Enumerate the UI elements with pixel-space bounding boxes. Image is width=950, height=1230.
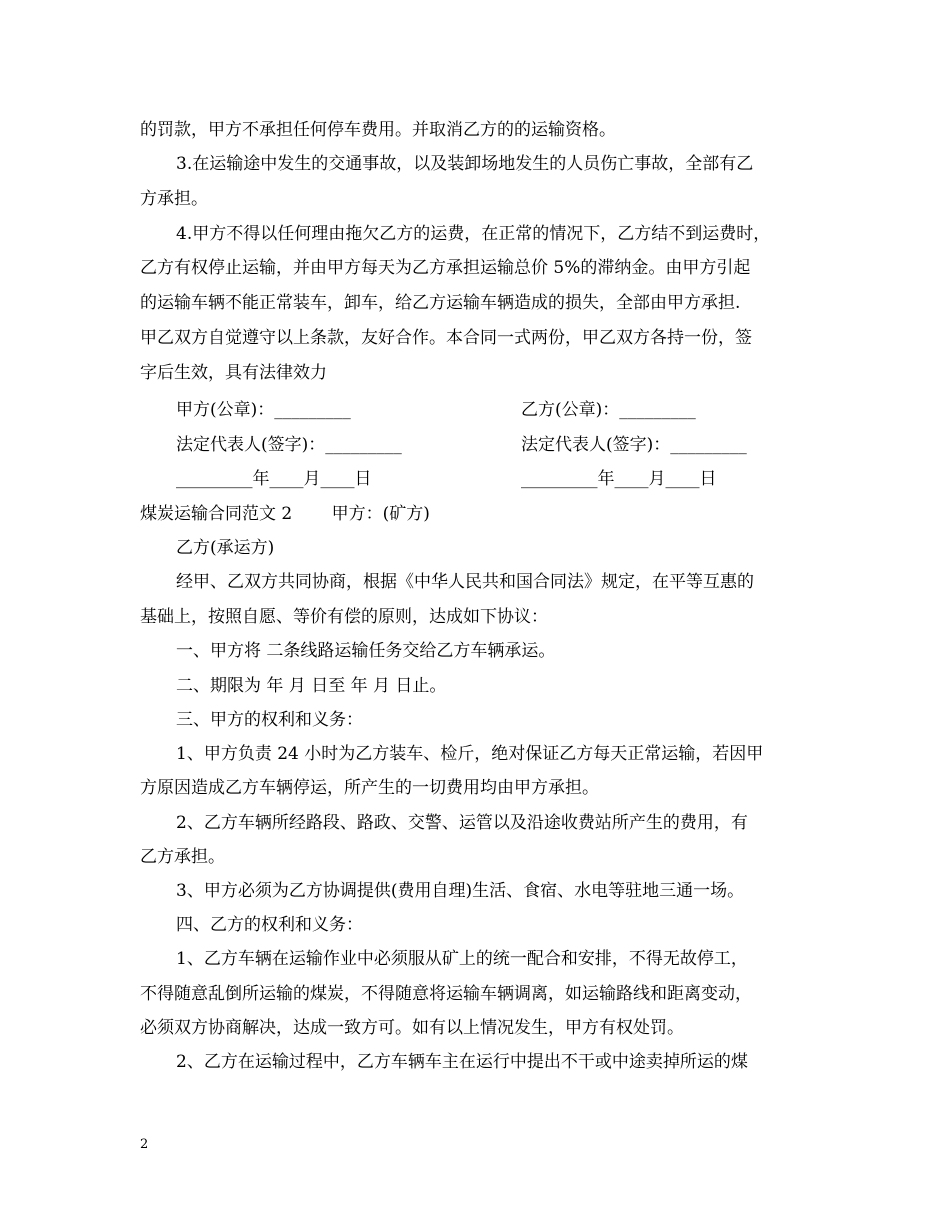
paragraph-line: 的罚款，甲方不承担任何停车费用。并取消乙方的的运输资格。 bbox=[140, 120, 616, 140]
paragraph-line: 乙方有权停止运输，并由甲方每天为乙方承担运输总价 5%的滞纳金。由甲方引起 bbox=[140, 258, 751, 278]
paragraph-line: 乙方承担。 bbox=[140, 847, 225, 867]
page-number: 2 bbox=[140, 1137, 149, 1152]
party-a-seal-field: 甲方(公章)：_________ bbox=[176, 400, 351, 420]
paragraph-line: 字后生效，具有法律效力 bbox=[140, 363, 327, 383]
paragraph-line: 3、甲方必须为乙方协调提供(费用自理)生活、食宿、水电等驻地三通一场。 bbox=[176, 881, 745, 901]
paragraph-line: 经甲、乙双方共同协商，根据《中华人民共和国合同法》规定，在平等互惠的 bbox=[176, 572, 754, 592]
party-b-date-field: _________年____月____日 bbox=[521, 469, 717, 489]
paragraph-line: 的运输车辆不能正常装车，卸车，给乙方运输车辆造成的损失，全部由甲方承担. bbox=[140, 293, 741, 313]
paragraph-line: 1、乙方车辆在运输作业中必须服从矿上的统一配合和安排，不得无故停工， bbox=[176, 949, 748, 969]
paragraph-line: 方原因造成乙方车辆停运，所产生的一切费用均由甲方承担。 bbox=[140, 778, 599, 798]
paragraph-line: 基础上，按照自愿、等价有偿的原则，达成如下协议： bbox=[140, 607, 548, 627]
party-a-date-field: _________年____月____日 bbox=[176, 469, 372, 489]
paragraph-line: 二、期限为 年 月 日至 年 月 日止。 bbox=[176, 676, 447, 696]
paragraph-line: 一、甲方将 二条线路运输任务交给乙方车辆承运。 bbox=[176, 641, 556, 661]
paragraph-line: 4.甲方不得以任何理由拖欠乙方的运费，在正常的情况下，乙方结不到运费时， bbox=[176, 224, 771, 244]
paragraph-line: 2、乙方车辆所经路段、路政、交警、运管以及沿途收费站所产生的费用，有 bbox=[176, 813, 748, 833]
paragraph-line: 不得随意乱倒所运输的煤炭，不得随意将运输车辆调离，如运输路线和距离变动， bbox=[140, 984, 752, 1004]
paragraph-line: 三、甲方的权利和义务： bbox=[176, 710, 363, 730]
paragraph-line: 乙方(承运方) bbox=[176, 538, 275, 558]
paragraph-line: 四、乙方的权利和义务： bbox=[176, 915, 363, 935]
paragraph-line: 1、甲方负责 24 小时为乙方装车、检斤，绝对保证乙方每天正常运输，若因甲 bbox=[176, 744, 764, 764]
paragraph-line: 甲乙双方自觉遵守以上条款，友好合作。本合同一式两份，甲乙双方各持一份，签 bbox=[140, 328, 752, 348]
party-b-representative-field: 法定代表人(签字)：_________ bbox=[521, 435, 747, 455]
paragraph-line: 方承担。 bbox=[140, 189, 208, 209]
section-heading: 煤炭运输合同范文 2 甲方：(矿方) bbox=[140, 504, 430, 524]
party-a-representative-field: 法定代表人(签字)：_________ bbox=[176, 435, 402, 455]
party-b-seal-field: 乙方(公章)：_________ bbox=[521, 400, 696, 420]
paragraph-line: 必须双方协商解决，达成一致方可。如有以上情况发生，甲方有权处罚。 bbox=[140, 1018, 684, 1038]
paragraph-line: 3.在运输途中发生的交通事故，以及装卸场地发生的人员伤亡事故，全部有乙 bbox=[176, 154, 754, 174]
paragraph-line: 2、乙方在运输过程中，乙方车辆车主在运行中提出不干或中途卖掉所运的煤 bbox=[176, 1052, 748, 1072]
